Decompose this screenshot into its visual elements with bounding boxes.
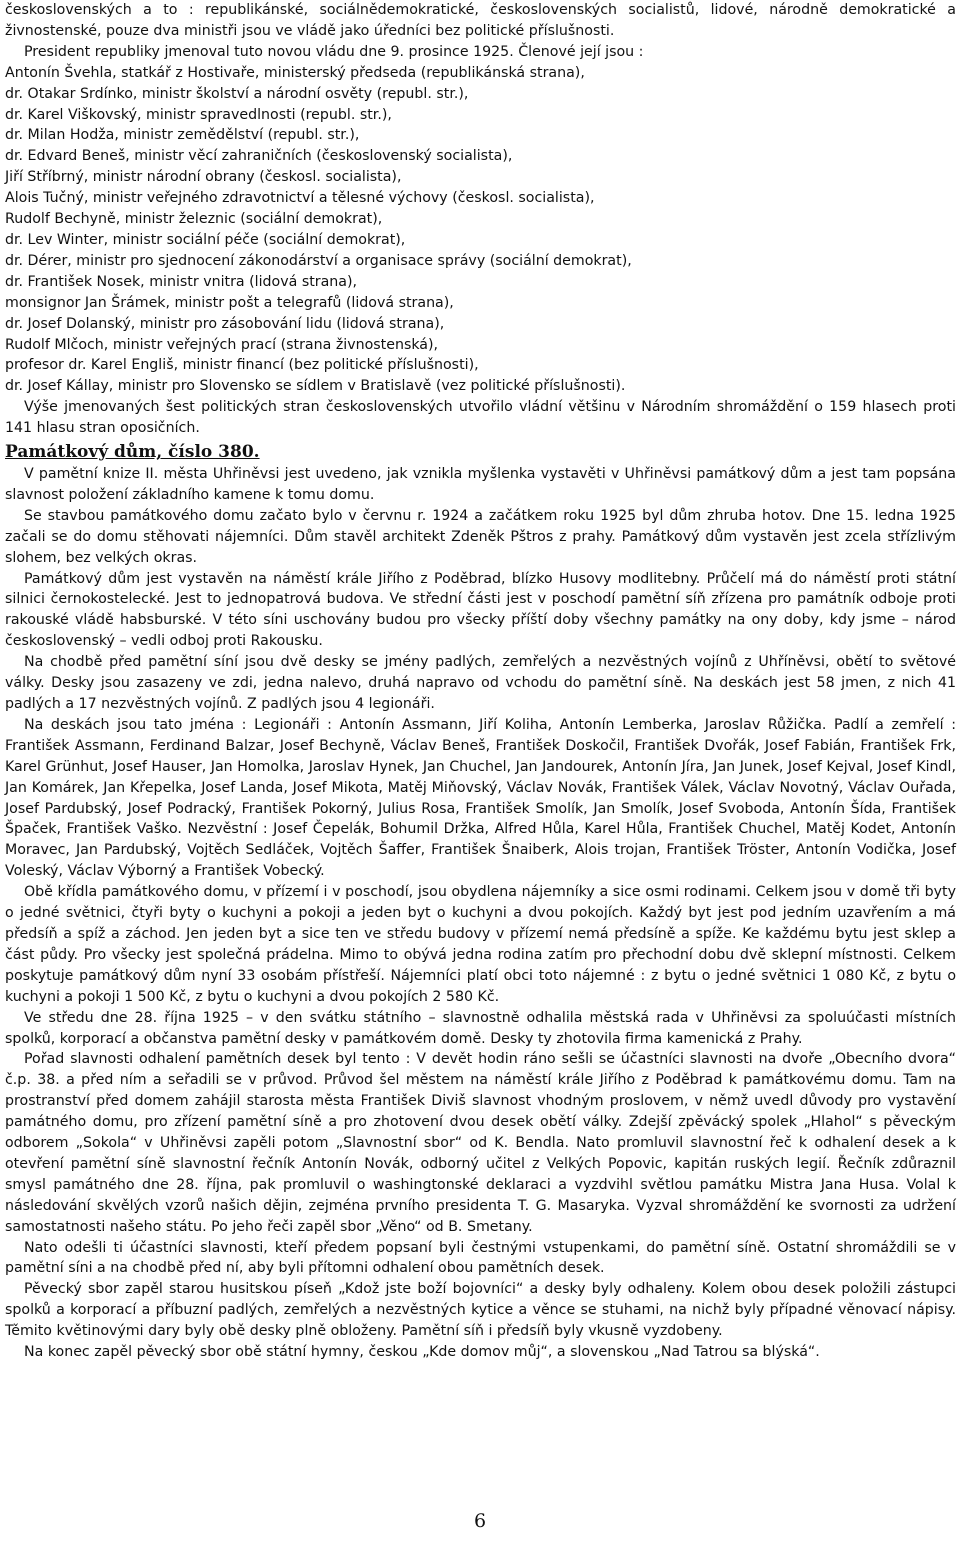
majority-paragraph: Výše jmenovaných šest politických stran československých utvořilo vládní většinu v Národním shromáždění o 159 hlasech proti 141 hlasu stran oposičních. (5, 399, 956, 437)
paragraph: Pěvecký sbor zapěl starou husitskou píseň „Kdož jste boží bojovníci“ a desky byly odhaleny. Kolem obou desek položili zástupci spolků a korporací a příbuzní padlých, zemřelých a nezvěstných kytice a věnce se stuhami, na nichž byly případné věnovací nápisy. Těmito květinovými dary byly obě desky plně obloženy. Pamětní síň i předsíň byly vkusně vyzdobeny. (5, 1281, 956, 1340)
paragraph: Nato odešli ti účastníci slavnosti, kteří předem popsaní byli čestnými vstupenkami, do pamětní síně. Ostatní shromáždili se v pamětní síni a na chodbě před ní, aby byli přítomni odhalení obou pamětních desek. (5, 1239, 956, 1277)
paragraph: Na konec zapěl pěvecký sbor obě státní hymny, českou „Kde domov můj“, a slovenskou „Nad Tatrou sa blýská“. (24, 1344, 820, 1361)
minister-line: monsignor Jan Šrámek, ministr pošt a telegrafů (lidová strana), (5, 294, 454, 311)
section-heading: Památkový dům, číslo 380. (5, 442, 260, 463)
paragraph: V pamětní knize II. města Uhřiněvsi jest uvedeno, jak vznikla myšlenka vystavěti v Uhřiněvsi památkový dům a jest tam popsána slavnost položení základního kamene k tomu domu. (5, 466, 956, 503)
minister-line: dr. František Nosek, ministr vnitra (lidová strana), (5, 273, 358, 290)
minister-line: Alois Tučný, ministr veřejného zdravotnictví a tělesné výchovy (českosl. socialista), (5, 190, 595, 207)
paragraph: Se stavbou památkového domu začato bylo v červnu r. 1924 a začátkem roku 1925 byl dům zhruba hotov. Dne 15. ledna 1925 začali se do domu stěhovati nájemníci. Dům stavěl architekt Zdeněk Pštros z prahy. Památkový dům vystavěn jest zcela střízlivým slohem, bez velkých okras. (5, 507, 956, 566)
paragraph: Na chodbě před pamětní síní jsou dvě desky se jmény padlých, zemřelých a nezvěstných vojínů z Uhříněvsi, obětí to světové války. Desky jsou zasazeny ve zdi, jedna nalevo, druhá napravo od vchodu do pamětní síně. Na deskách jest 58 jmen, z nich 41 padlých a 17 nezvěstných vojínů. Z padlých jsou 4 legionáři. (5, 654, 956, 712)
page-number: 6 (473, 1510, 487, 1532)
minister-line: dr. Edvard Beneš, ministr věcí zahraničních (československý socialista), (5, 148, 513, 165)
paragraph: Pořad slavnosti odhalení pamětních desek byl tento : V devět hodin ráno sešli se účastníci slavnosti na dvoře „Obecního dvora“ č.p. 38. a před ním a seřadili se v průvod. Průvod šel městem na náměstí krále Jiřího z Poděbrad k památkovému domu. Tam na prostranství před domem zahájil starosta města František Diviš slavnost vhodným proslovem, v němž uvedl důvody pro vystavění památného domu, pro zřízení pamětní síně a pro zhotovení dvou desek obětí války. Zdejší zpěvácký spolek „Hlahol“ s pěveckým odborem „Sokola“ v Uhřiněvsi zapěli potom „Slavnostní sbor“ od K. Bendla. Nato promluvil slavnostní řeč k odhalení desek a k otevření pamětní síně slavnostní řečník Antonín Novák, odborný učitel z Velkých Popovic, kapitán ruských legií. Řečník zdůraznil smysl památného dne 28. října, pak promluvil o washingtonské deklaraci a vyzdvihl světlou památku Mistra Jana Husa. Volal k následování skvělých vzorů našich dějin, zejména prvního presidenta T. G. Masaryka. Vyzval shromáždění ke svornosti za udržení samostatnosti našeho státu. Po jeho řeči zapěl sbor „Věno“ od B. Smetany. (5, 1051, 956, 1235)
minister-line: dr. Milan Hodža, ministr zemědělství (republ. str.), (5, 127, 360, 144)
minister-line: Rudolf Bechyně, ministr železnic (sociální demokrat), (5, 211, 383, 228)
minister-line: Jiří Stříbrný, ministr národní obrany (českosl. socialista), (5, 169, 402, 186)
paragraph: Památkový dům jest vystavěn na náměstí krále Jiřího z Poděbrad, blízko Husovy modlitebny. Průčelí má do náměstí proti státní silnici černokostelecké. Jest to jednopatrová budova. Ve střední části jest v poschodí pamětní síň zřízena pro památník odboje proti rakouské vládě habsburské. V této síni uschovány budou pro všecky příští doby všechny památky na ony doby, kdy jsme – národ československý – vedli odboj proti Rakousku. (5, 570, 956, 650)
document-body (5, 0, 956, 1363)
president-paragraph: President republiky jmenoval tuto novou vládu dne 9. prosince 1925. Členové její jsou : (24, 43, 644, 60)
minister-line: dr. Josef Dolanský, ministr pro zásobování lidu (lidová strana), (5, 315, 445, 332)
paragraph: Na deskách jsou tato jména : Legionáři : Antonín Assmann, Jiří Koliha, Antonín Lemberka, Jaroslav Růžička. Padlí a zemřelí : František Assmann, Ferdinand Balzar, Josef Bechyně, Václav Beneš, František Doskočil, František Dvořák, Josef Fabián, František Frk, Karel Grünhut, Josef Hauser, Jan Homolka, Jaroslav Hynek, Jan Chuchel, Jan Jandourek, Antonín Jíra, Jan Junek, Josef Kejval, Josef Kindl, Jan Komárek, Jan Křepelka, Josef Landa, Josef Mikota, Matěj Miňovský, Václav Novák, František Válek, Václav Novotný, Václav Ouřada, Josef Pardubský, Josef Podracký, František Pokorný, Julius Rosa, František Smolík, Jan Smolík, Josef Svoboda, Antonín Šída, František Špaček, František Vaško. Nezvěstní : Josef Čepelák, Bohumil Držka, Alfred Hůla, Karel Hůla, František Chuchel, Matěj Kodet, Antonín Moravec, Jan Pardubský, Vojtěch Sedláček, Vojtěch Šaffer, František Šnaiberk, Alois trojan, František Tröster, Antonín Vodička, Josef Voleský, Václav Výborný a František Vobecký. (5, 716, 956, 880)
minister-line: profesor dr. Karel Engliš, ministr financí (bez politické příslušnosti), (5, 357, 479, 374)
minister-line: dr. Lev Winter, ministr sociální péče (sociální demokrat), (5, 231, 406, 248)
ministers-list (5, 63, 956, 398)
intro-paragraph: československých a to : republikánské, sociálnědemokratické, československých socialistů, lidové, národně demokratické a živnostenské, pouze dva ministři jsou ve vládě jako úředníci bez politické příslušnosti. (5, 2, 956, 39)
minister-line: dr. Otakar Srdínko, ministr školství a národní osvěty (republ. str.), (5, 85, 469, 102)
paragraph: Obě křídla památkového domu, v přízemí i v poschodí, jsou obydlena nájemníky a sice osmi rodinami. Celkem jsou v domě tři byty o jedné světnici, čtyři byty o kuchyni a pokoji a jeden byt o kuchyni a dvou pokojích. Každý byt jest pod jedním uzavřením a má předsíň a spíž a záchod. Jen jeden byt a sice ten ve středu budovy v přízemí nemá předsíně a spíže. Ke každému bytu jest sklep a část půdy. Pro všecky jest společná prádelna. Mimo to obývá jedna rodina zatím pro přechodní dobu dvě sklepní místnosti. Celkem poskytuje památkový dům nyní 33 osobám přístřeší. Nájemníci platí obci toto nájemné : z bytu o jedné světnici 1 080 Kč, z bytu o kuchyni a pokoji 1 500 Kč, z bytu o kuchyni a dvou pokojích 2 580 Kč. (5, 884, 956, 1005)
minister-line: dr. Karel Viškovský, ministr spravedlnosti (republ. str.), (5, 106, 392, 123)
minister-line: dr. Josef Kállay, ministr pro Slovensko se sídlem v Bratislavě (vez politické příslušnosti). (5, 378, 626, 395)
minister-line: dr. Dérer, ministr pro sjednocení zákonodárství a organisace správy (sociální demokrat), (5, 252, 632, 269)
minister-line: Rudolf Mlčoch, ministr veřejných prací (strana živnostenská), (5, 336, 439, 353)
paragraph: Ve středu dne 28. října 1925 – v den svátku státního – slavnostně odhalila městská rada v Uhřiněvsi za spoluúčasti místních spolků, korporací a občanstva pamětní desky v památkovém domě. Desky ty zhotovila firma kamenická z Prahy. (5, 1009, 956, 1047)
minister-line: Antonín Švehla, statkář z Hostivaře, ministerský předseda (republikánská strana), (5, 64, 585, 81)
